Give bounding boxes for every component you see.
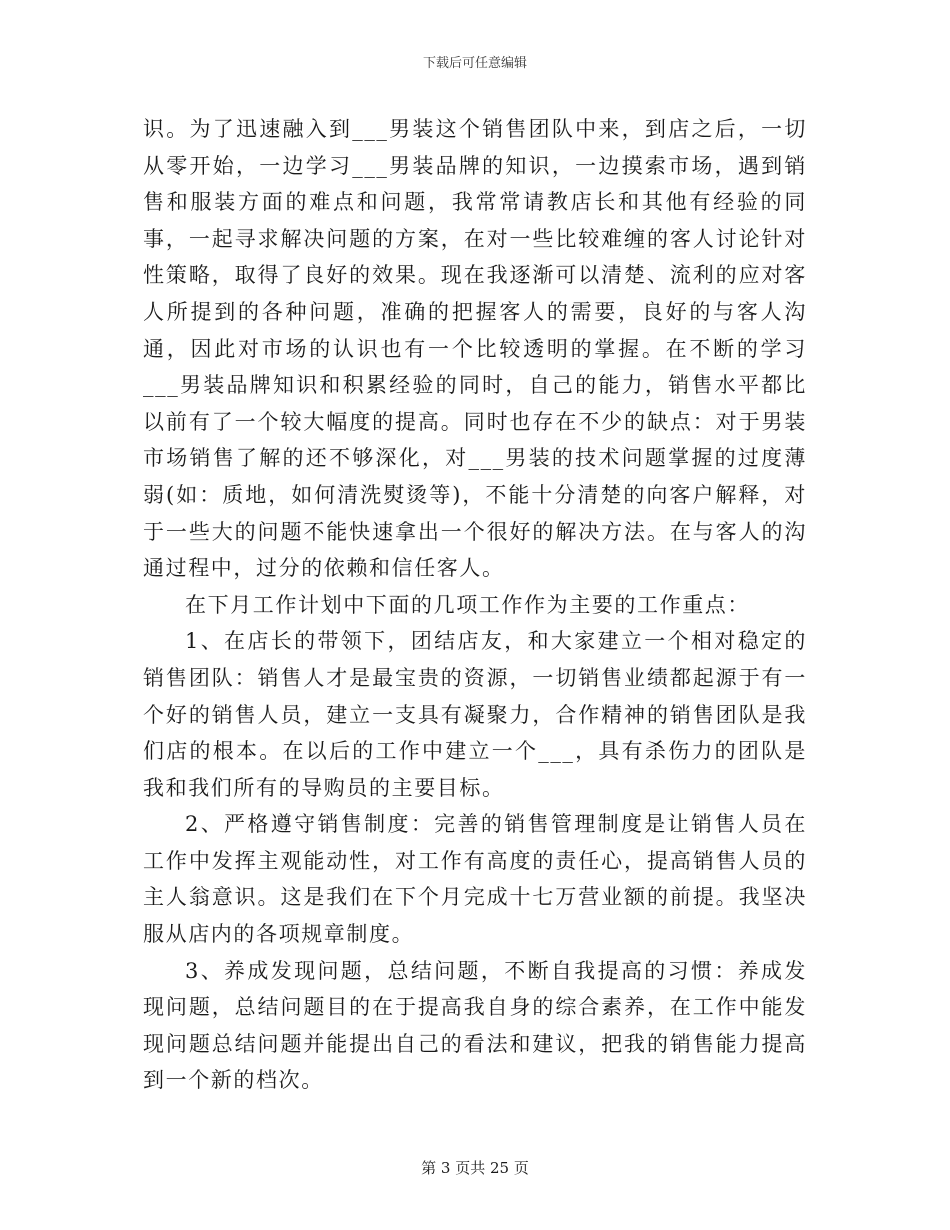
page-header: 下载后可任意编辑	[422, 56, 527, 71]
paragraph-item-1: 1、在店长的带领下，团结店友，和大家建立一个相对稳定的销售团队：销售人才是最宝贵的资源，一切销售业绩都起源于有一个好的销售人员，建立一支具有凝聚力，合作精神的销售团队是我们店的根本。在以后的工作中建立一个___，具有杀伤力的团队是我和我们所有的导购员的主要目标。	[143, 629, 807, 800]
paragraph-continuation: 识。为了迅速融入到___男装这个销售团队中来，到店之后，一切从零开始，一边学习___男装品牌的知识，一边摸索市场，遇到销售和服装方面的难点和问题，我常常请教店长和其他有经验的同事，一起寻求解决问题的方案，在对一些比较难缠的客人讨论针对性策略，取得了良好的效果。现在我逐渐可以清楚、流利的应对客人所提到的各种问题，准确的把握客人的需要，良好的与客人沟通，因此对市场的认识也有一个比较透明的掌握。在不断的学习___男装品牌知识和积累经验的同时，自己的能力，销售水平都比以前有了一个较大幅度的提高。同时也存在不少的缺点：对于男装市场销售了解的还不够深化，对___男装的技术问题掌握的过度薄弱(如：质地，如何清洗熨烫等)，不能十分清楚的向客户解释，对于一些大的问题不能快速拿出一个很好的解决方法。在与客人的沟通过程中，过分的依赖和信任客人。	[143, 117, 807, 581]
paragraph-item-2: 2、严格遵守销售制度：完善的销售管理制度是让销售人员在工作中发挥主观能动性，对工作有高度的责任心，提高销售人员的主人翁意识。这是我们在下个月完成十七万营业额的前提。我坚决服从店内的各项规章制度。	[143, 812, 807, 947]
paragraph-work-focus-intro: 在下月工作计划中下面的几项工作作为主要的工作重点：	[185, 592, 750, 617]
paragraph-item-3: 3、养成发现问题，总结问题，不断自我提高的习惯：养成发现问题，总结问题目的在于提高我自身的综合素养，在工作中能发现问题总结问题并能提出自己的看法和建议，把我的销售能力提高到一个新的档次。	[143, 958, 807, 1093]
page-number: 第 3 页共 25 页	[421, 1159, 529, 1177]
document-body	[143, 111, 807, 1099]
